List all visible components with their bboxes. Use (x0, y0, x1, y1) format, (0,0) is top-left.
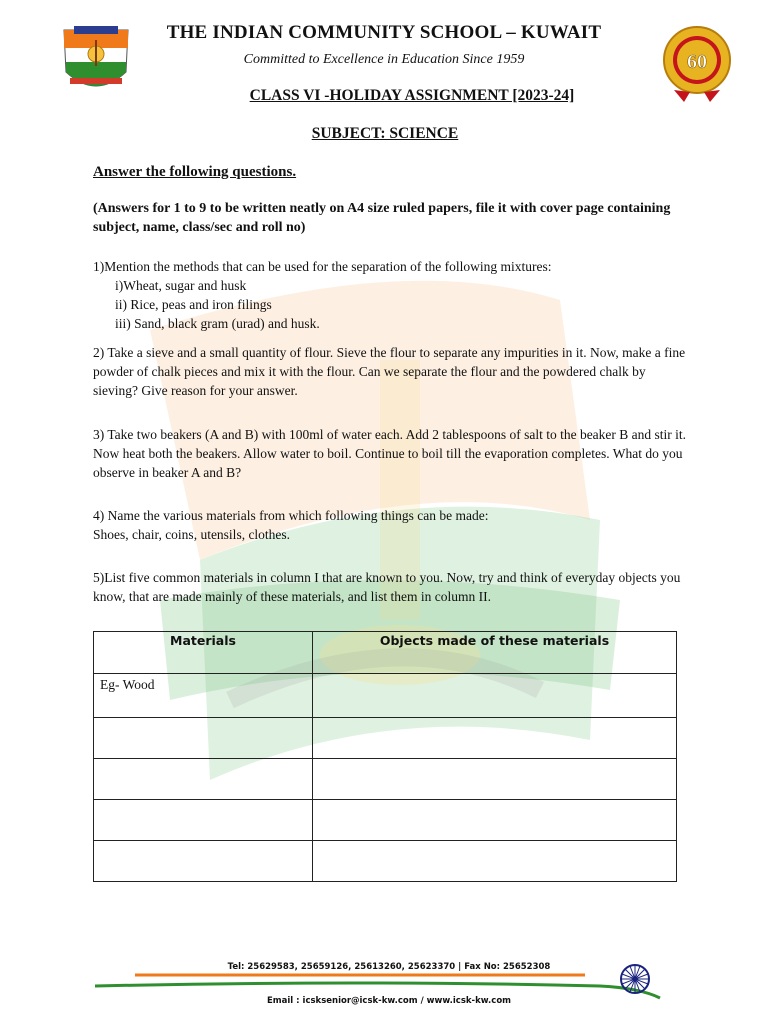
ashoka-chakra-icon (618, 962, 652, 996)
table-row (94, 759, 677, 800)
question-4-items: Shoes, chair, coins, utensils, clothes. (93, 527, 291, 542)
table-cell (313, 674, 677, 718)
materials-table (93, 631, 677, 882)
instructions-heading: Answer the following questions. (93, 164, 297, 180)
badge-number: 60 (687, 51, 707, 73)
question-5: 5)List five common materials in column I that are known to you. Now, try and think of everyday objects you know, that are made mainly of these materials, and list them in column II. (93, 570, 681, 604)
question-1 (93, 257, 693, 333)
table-row (94, 674, 677, 718)
table-row (94, 718, 677, 759)
question-4 (93, 506, 693, 544)
table-cell (94, 841, 313, 882)
table-cell (313, 718, 677, 759)
footer-contact-email: Email : icsksenior@icsk-kw.com / www.icsk-kw.com (266, 996, 512, 1006)
school-tagline: Committed to Excellence in Education Since 1959 (243, 52, 525, 67)
column-header-materials: Materials (94, 632, 313, 674)
table-cell (94, 800, 313, 841)
question-4-text: 4) Name the various materials from which following things can be made: (93, 508, 489, 523)
table-cell (313, 759, 677, 800)
question-1-item: i)Wheat, sugar and husk (115, 278, 247, 293)
table-row (94, 800, 677, 841)
question-1-item: ii) Rice, peas and iron filings (115, 297, 272, 312)
column-header-objects: Objects made of these materials (313, 632, 677, 674)
table-cell (313, 841, 677, 882)
table-cell (94, 718, 313, 759)
question-1-text: 1)Mention the methods that can be used for the separation of the following mixtures: (93, 259, 552, 274)
table-header-row (94, 632, 677, 674)
question-3: 3) Take two beakers (A and B) with 100ml of water each. Add 2 tablespoons of salt to the beaker B and stir it. Now heat both the beakers. Allow water to boil. Continue to boil till the evaporation completes. What do you observe in beaker A and B? (93, 427, 687, 480)
table-cell (313, 800, 677, 841)
table-row (94, 841, 677, 882)
question-1-item: iii) Sand, black gram (urad) and husk. (115, 316, 320, 331)
school-name: THE INDIAN COMMUNITY SCHOOL – KUWAIT (166, 22, 602, 43)
table-cell (94, 759, 313, 800)
footer-contact-phone: Tel: 25629583, 25659126, 25613260, 25623370 | Fax No: 25652308 (227, 962, 551, 972)
instructions-note: (Answers for 1 to 9 to be written neatly on A4 size ruled papers, file it with cover page containing subject, name, class/sec and roll no) (93, 201, 671, 235)
question-2: 2) Take a sieve and a small quantity of flour. Sieve the flour to separate any impurities in it. Now, make a fine powder of chalk pieces and mix it with the flour. Can we separate the flour and the powdered chalk by sieving? Give reason for your answer. (93, 345, 686, 398)
assignment-title: CLASS VI -HOLIDAY ASSIGNMENT [2023-24] (249, 87, 575, 104)
subject-title: SUBJECT: SCIENCE (311, 125, 459, 142)
example-material-cell: Eg- Wood (94, 674, 313, 718)
